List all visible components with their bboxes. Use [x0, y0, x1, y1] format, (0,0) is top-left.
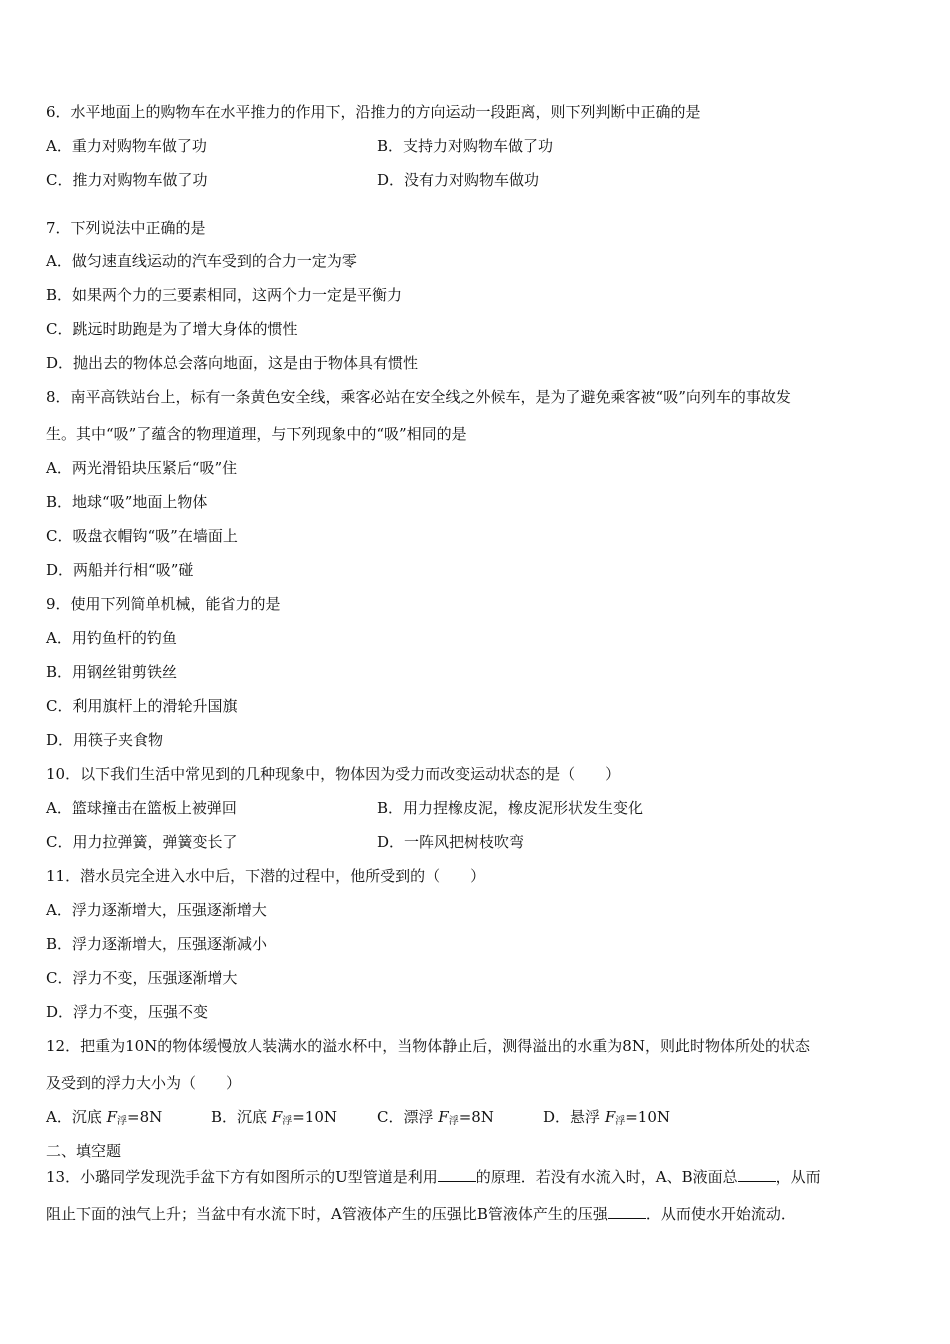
q13-line2: [46, 1204, 796, 1224]
q13-text-part5: ．从而使水开始流动．: [645, 1205, 796, 1223]
force-symbol: F: [271, 1108, 283, 1126]
buoyancy-subscript: 浮: [282, 1116, 293, 1127]
q11-option-b: B．浮力逐渐增大，压强逐渐减小: [46, 935, 268, 953]
q10-option-b: B．用力捏橡皮泥，橡皮泥形状发生变化: [377, 799, 644, 817]
buoyancy-subscript: 浮: [448, 1116, 459, 1127]
q8-stem-line1: 8．南平高铁站台上，标有一条黄色安全线，乘客必站在安全线之外候车，是为了避免乘客被“吸”向列车的事故发: [46, 388, 791, 406]
q11-option-a: A．浮力逐渐增大，压强逐渐增大: [46, 901, 267, 919]
q7-option-b: B．如果两个力的三要素相同，这两个力一定是平衡力: [46, 286, 403, 304]
q9-option-b: B．用钢丝钳剪铁丝: [46, 663, 178, 681]
buoyancy-subscript: 浮: [615, 1116, 626, 1127]
q6-option-a: A．重力对购物车做了功: [46, 137, 207, 155]
q13-text-part4: 阻止下面的浊气上升；当盆中有水流下时，A管液体产生的压强比B管液体产生的压强: [46, 1205, 608, 1223]
q12-option-d: [543, 1107, 670, 1132]
q12-option-a-label: A．沉底: [46, 1108, 102, 1126]
q7-option-c: C．跳远时助跑是为了增大身体的惯性: [46, 320, 298, 338]
q9-option-d: D．用筷子夹食物: [46, 731, 164, 749]
q12-option-b-value: =10N: [292, 1108, 338, 1126]
force-symbol: F: [106, 1108, 118, 1126]
q8-option-b: B．地球“吸”地面上物体: [46, 493, 208, 511]
q8-stem-line2: 生。其中“吸”了蕴含的物理道理，与下列现象中的“吸”相同的是: [46, 425, 467, 443]
q11-option-d: D．浮力不变，压强不变: [46, 1003, 209, 1021]
q12-option-a: [46, 1107, 162, 1132]
q6-stem: 6．水平地面上的购物车在水平推力的作用下，沿推力的方向运动一段距离，则下列判断中正确的是: [46, 103, 701, 121]
q9-option-a: A．用钓鱼杆的钓鱼: [46, 629, 177, 647]
q12-option-a-value: =8N: [127, 1108, 163, 1126]
q12-stem-line2: 及受到的浮力大小为（ ）: [46, 1074, 242, 1092]
section-heading-fill-in: 二、填空题: [46, 1142, 122, 1160]
q13-line1: [46, 1167, 821, 1187]
q8-option-a: A．两光滑铅块压紧后“吸”住: [46, 459, 238, 477]
q7-option-d: D．抛出去的物体总会落向地面，这是由于物体具有惯性: [46, 354, 419, 372]
q12-option-c-value: =8N: [458, 1108, 494, 1126]
q10-option-d: D．一阵风把树枝吹弯: [377, 833, 525, 851]
q13-blank-3[interactable]: [608, 1204, 646, 1219]
q12-option-c-label: C．漂浮: [377, 1108, 434, 1126]
q12-option-b-label: B．沉底: [211, 1108, 268, 1126]
buoyancy-subscript: 浮: [117, 1116, 128, 1127]
q10-stem: 10．以下我们生活中常见到的几种现象中，物体因为受力而改变运动状态的是（ ）: [46, 765, 621, 783]
q9-stem: 9．使用下列简单机械，能省力的是: [46, 595, 281, 613]
q12-option-c: [377, 1107, 494, 1132]
q11-option-c: C．浮力不变，压强逐渐增大: [46, 969, 238, 987]
q9-option-c: C．利用旗杆上的滑轮升国旗: [46, 697, 238, 715]
q13-text-part3: ，从而: [775, 1168, 821, 1186]
q10-option-a: A．篮球撞击在篮板上被弹回: [46, 799, 237, 817]
q12-stem-line1: 12．把重为10N的物体缓慢放人装满水的溢水杯中，当物体静止后，测得溢出的水重为8N，则此时物体所处的状态: [46, 1037, 810, 1055]
q12-option-d-value: =10N: [625, 1108, 671, 1126]
q11-stem: 11．潜水员完全进入水中后，下潜的过程中，他所受到的（ ）: [46, 867, 486, 885]
q13-blank-2[interactable]: [738, 1167, 776, 1182]
q12-option-b: [211, 1107, 337, 1132]
q8-option-c: C．吸盘衣帽钩“吸”在墙面上: [46, 527, 238, 545]
q7-option-a: A．做匀速直线运动的汽车受到的合力一定为零: [46, 252, 357, 270]
q10-option-c: C．用力拉弹簧，弹簧变长了: [46, 833, 238, 851]
q6-option-c: C．推力对购物车做了功: [46, 171, 208, 189]
q13-blank-1[interactable]: [438, 1167, 476, 1182]
q6-option-d: D．没有力对购物车做功: [377, 171, 540, 189]
q13-text-part2: 的原理．若没有水流入时，A、B液面总: [475, 1168, 738, 1186]
q12-option-d-label: D．悬浮: [543, 1108, 601, 1126]
force-symbol: F: [604, 1108, 616, 1126]
q7-stem: 7．下列说法中正确的是: [46, 219, 206, 237]
force-symbol: F: [438, 1108, 449, 1126]
q8-option-d: D．两船并行相“吸”碰: [46, 561, 194, 579]
q13-text-part1: 13．小璐同学发现洗手盆下方有如图所示的U型管道是利用: [46, 1168, 438, 1186]
q6-option-b: B．支持力对购物车做了功: [377, 137, 554, 155]
